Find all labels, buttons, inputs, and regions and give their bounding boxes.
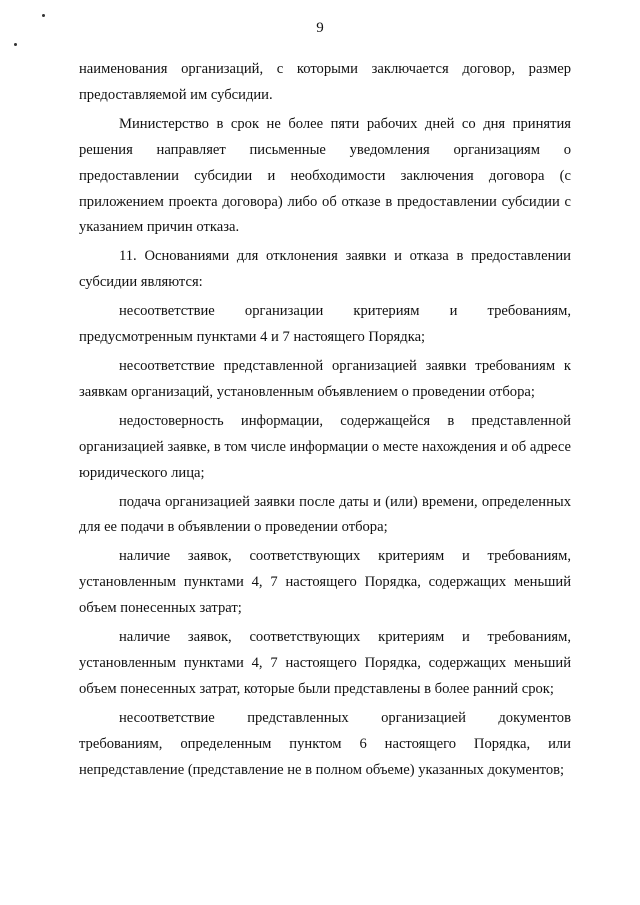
paragraph: несоответствие организации критериям и требованиям, предусмотренным пунктами 4 и 7 настоящего Порядка; [79, 303, 571, 346]
page-number: 9 [316, 20, 324, 36]
paragraph: недостоверность информации, содержащейся в представленной организацией заявке, в том числе информации о месте нахождения и об адресе юридического лица; [79, 412, 571, 481]
paragraph: наличие заявок, соответствующих критериям и требованиям, установленным пунктами 4, 7 настоящего Порядка, содержащих меньший объем понесенных затрат; [79, 548, 571, 617]
paragraph: 11. Основаниями для отклонения заявки и отказа в предоставлении субсидии являются: [79, 248, 571, 291]
scan-mark [14, 43, 17, 46]
paragraph: несоответствие представленной организацией заявки требованиям к заявкам организаций, установленным объявлением о проведении отбора; [79, 357, 571, 400]
paragraph: наименования организаций, с которыми заключается договор, размер предоставляемой им субсидии. [79, 61, 571, 103]
paragraph: наличие заявок, соответствующих критериям и требованиям, установленным пунктами 4, 7 настоящего Порядка, содержащих меньший объем понесенных затрат, которые были представлены в более ранний срок; [79, 629, 571, 697]
paragraph: несоответствие представленных организацией документов требованиям, определенным пунктом 6 настоящего Порядка, или непредставление (представление не в полном объеме) указанных документов; [79, 709, 571, 778]
document-body [79, 57, 571, 783]
scan-mark [42, 14, 45, 17]
paragraph: Министерство в срок не более пяти рабочих дней со дня принятия решения направляет письменные уведомления организациям о предоставлении субсидии и необходимости заключения договора (с приложением проекта договора) либо об отказе в предоставлении субсидии с указанием причин отказа. [79, 115, 571, 236]
paragraph: подача организацией заявки после даты и (или) времени, определенных для ее подачи в объявлении о проведении отбора; [79, 493, 571, 536]
